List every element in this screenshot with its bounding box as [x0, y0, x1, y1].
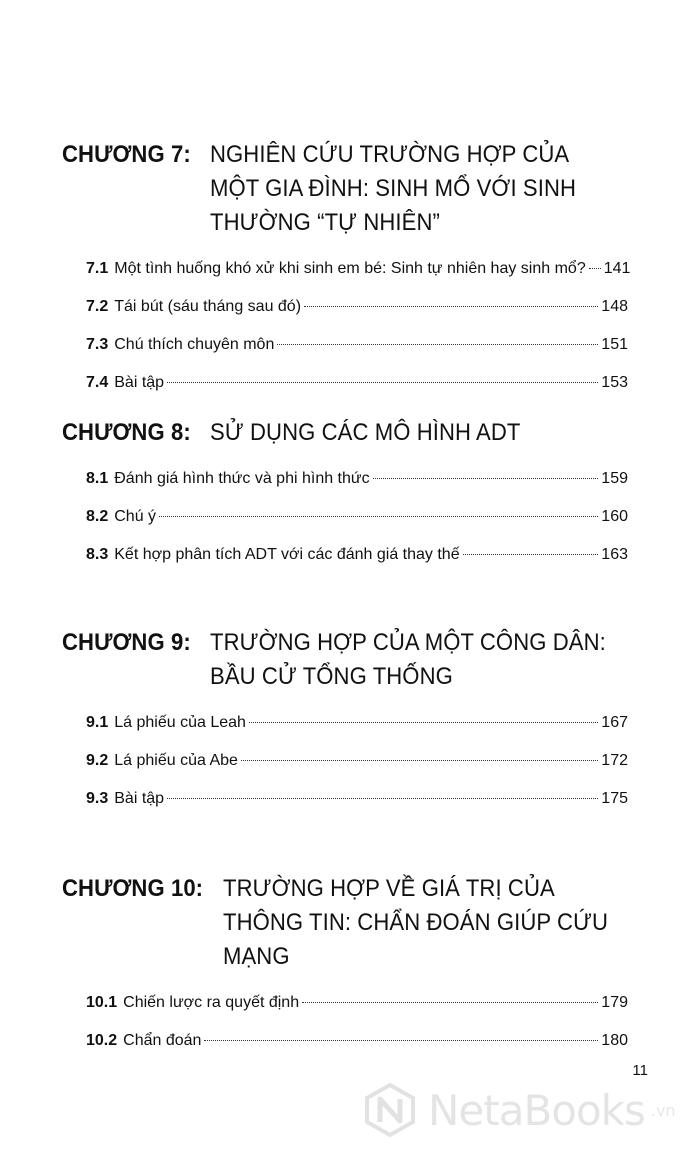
- toc-entry: [86, 1030, 628, 1068]
- entry-number: 10.1: [86, 994, 118, 1011]
- dot-leader: [159, 516, 598, 517]
- toc-entry: [86, 506, 628, 544]
- dot-leader: [463, 554, 599, 555]
- entry-number: 8.3: [86, 546, 109, 563]
- entry-page: 160: [601, 508, 628, 525]
- dot-leader: [304, 306, 598, 307]
- chapter-label: CHƯƠNG 8:: [62, 419, 191, 446]
- chapter-label: CHƯƠNG 7:: [62, 141, 191, 168]
- toc-entry: [86, 544, 628, 582]
- toc-entry: [86, 750, 628, 788]
- dot-leader: [277, 344, 598, 345]
- chapter-entries: [62, 712, 628, 826]
- watermark-text: NetaBooks: [428, 1085, 645, 1135]
- chapter-title: SỬ DỤNG CÁC MÔ HÌNH ADT: [209, 419, 521, 446]
- chapter-title: TRƯỜNG HỢP VỀ GIÁ TRỊ CỦA THÔNG TIN: CHẨN ĐOÁN GIÚP CỨU MẠNG: [223, 875, 609, 970]
- entry-number: 10.2: [86, 1032, 118, 1049]
- toc-entry: [86, 372, 628, 410]
- entry-title: Lá phiếu của Abe: [114, 752, 238, 769]
- chapter-8: [62, 416, 652, 582]
- entry-title: Chú thích chuyên môn: [114, 336, 275, 353]
- chapter-title: NGHIÊN CỨU TRƯỜNG HỢP CỦA MỘT GIA ĐÌNH: SINH MỔ VỚI SINH THƯỜNG “TỰ NHIÊN”: [209, 141, 576, 236]
- entry-number: 9.2: [86, 752, 109, 769]
- entry-number: 8.2: [86, 508, 109, 525]
- dot-leader: [373, 478, 599, 479]
- dot-leader: [167, 798, 598, 799]
- entry-title: Bài tập: [114, 790, 165, 807]
- entry-title: Một tình huống khó xử khi sinh em bé: Sinh tự nhiên hay sinh mổ?: [114, 260, 586, 277]
- toc-entry: [86, 788, 628, 826]
- entry-title: Bài tập: [114, 374, 165, 391]
- entry-title: Chú ý: [114, 508, 157, 525]
- entry-title: Chẩn đoán: [123, 1032, 202, 1049]
- dot-leader: [204, 1040, 598, 1041]
- watermark-suffix: .vn: [650, 1100, 676, 1120]
- entry-page: 175: [601, 790, 628, 807]
- dot-leader: [589, 268, 601, 269]
- chapter-label: CHƯƠNG 10:: [62, 875, 204, 902]
- chapter-label: CHƯƠNG 9:: [62, 629, 191, 656]
- entry-page: 163: [601, 546, 628, 563]
- chapter-heading: [62, 872, 652, 974]
- page-number: 11: [632, 1062, 648, 1079]
- entry-number: 7.3: [86, 336, 109, 353]
- dot-leader: [167, 382, 598, 383]
- entry-number: 7.1: [86, 260, 109, 277]
- chapter-heading: [62, 416, 652, 450]
- chapter-entries: [62, 258, 631, 410]
- toc-entry: [86, 258, 631, 296]
- entry-page: 180: [601, 1032, 628, 1049]
- entry-page: 159: [601, 470, 628, 487]
- entry-page: 179: [601, 994, 628, 1011]
- entry-number: 8.1: [86, 470, 109, 487]
- entry-number: 7.2: [86, 298, 109, 315]
- entry-number: 9.3: [86, 790, 109, 807]
- chapter-entries: [62, 992, 628, 1068]
- entry-title: Tái bút (sáu tháng sau đó): [114, 298, 302, 315]
- dot-leader: [302, 1002, 598, 1003]
- chapter-heading: [62, 626, 652, 694]
- entry-page: 151: [601, 336, 628, 353]
- entry-page: 153: [601, 374, 628, 391]
- entry-page: 167: [601, 714, 628, 731]
- dot-leader: [249, 722, 598, 723]
- toc-entry: [86, 992, 628, 1030]
- toc-entry: [86, 334, 628, 372]
- netabooks-logo-icon: [362, 1082, 418, 1138]
- entry-page: 172: [601, 752, 628, 769]
- dot-leader: [241, 760, 598, 761]
- entry-title: Kết hợp phân tích ADT với các đánh giá thay thế: [114, 546, 460, 563]
- toc-entry: [86, 468, 628, 506]
- entry-title: Lá phiếu của Leah: [114, 714, 246, 731]
- chapter-heading: [62, 138, 652, 240]
- entry-number: 9.1: [86, 714, 109, 731]
- chapter-7: [62, 138, 652, 410]
- toc-entry: [86, 296, 628, 334]
- entry-page: 141: [603, 260, 631, 277]
- entry-title: Đánh giá hình thức và phi hình thức: [114, 470, 370, 487]
- entry-number: 7.4: [86, 374, 109, 391]
- watermark: [362, 1078, 692, 1142]
- toc-entry: [86, 712, 628, 750]
- chapter-10: [62, 872, 652, 1068]
- entry-page: 148: [601, 298, 628, 315]
- chapter-entries: [62, 468, 628, 582]
- entry-title: Chiến lược ra quyết định: [123, 994, 300, 1011]
- chapter-title: TRƯỜNG HỢP CỦA MỘT CÔNG DÂN: BẦU CỬ TỔNG THỐNG: [209, 629, 606, 690]
- chapter-9: [62, 626, 652, 826]
